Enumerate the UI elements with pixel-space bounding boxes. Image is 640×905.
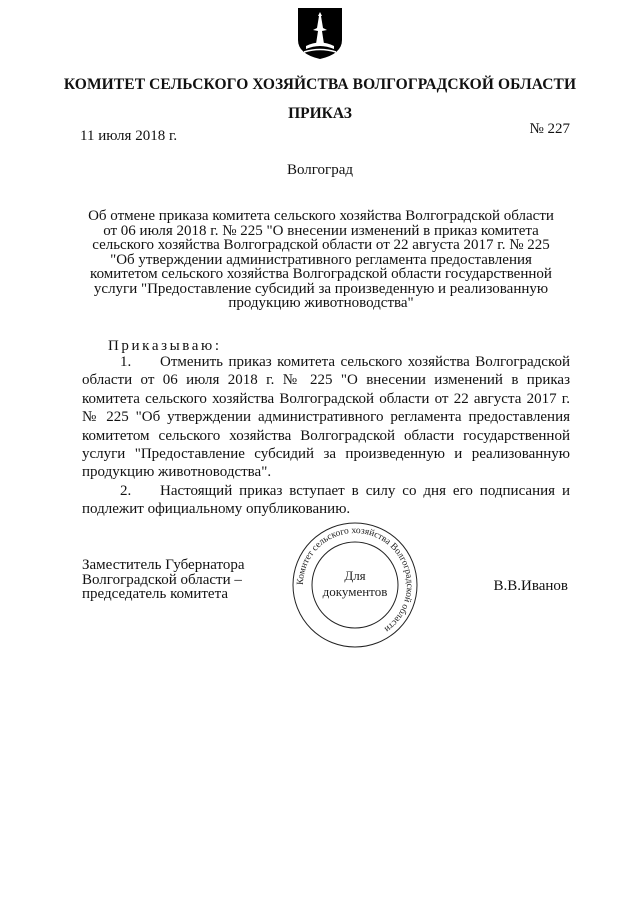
- position-line: председатель комитета: [82, 586, 228, 602]
- document-type: ПРИКАЗ: [288, 105, 352, 122]
- item-first-text: Настоящий приказ вступает в силу со дня его подписания и: [160, 482, 570, 499]
- subject-line: комитетом сельского хозяйства Волгоградской области государственной: [90, 266, 552, 282]
- order-item-1: [82, 353, 570, 482]
- order-body: [82, 353, 570, 519]
- subject-line: Об отмене приказа комитета сельского хозяйства Волгоградской области: [88, 208, 554, 224]
- item-first-line: [82, 353, 570, 371]
- item-first-text: Отменить приказ комитета сельского хозяйства Волгоградской: [160, 354, 570, 370]
- signatory-position: [82, 558, 245, 602]
- item-first-line: [82, 482, 570, 500]
- item-number: 1.: [120, 354, 132, 370]
- item-line: продукцию животноводства".: [82, 464, 272, 481]
- subject-line: услуги "Предоставление субсидий за произведенную и реализованную: [93, 280, 549, 297]
- subject-line: сельского хозяйства Волгоградской области от 22 августа 2017 г. № 225: [92, 237, 550, 253]
- subject-line: продукцию животноводства": [228, 295, 414, 311]
- item-line: подлежит официальному опубликованию.: [82, 501, 351, 518]
- item-line: комитетом сельского хозяйства Волгоградской области государственной: [82, 427, 570, 444]
- subject-line: "Об утверждении административного регламента предоставления: [110, 251, 532, 268]
- order-number: № 227: [529, 121, 570, 137]
- committee-name: КОМИТЕТ СЕЛЬСКОГО ХОЗЯЙСТВА ВОЛГОГРАДСКОЙ ОБЛАСТИ: [63, 76, 577, 93]
- coat-of-arms-emblem: [296, 6, 344, 60]
- order-subject: [68, 209, 574, 311]
- signatory-name: В.В.Иванов: [493, 578, 568, 594]
- stamp-ring-text: Комитет сельского хозяйства Волгоградской области: [295, 525, 415, 634]
- item-line: комитета сельского хозяйства Волгоградской области от 22 августа 2017 г.: [82, 390, 570, 407]
- order-date: 11 июля 2018 г.: [80, 128, 178, 144]
- official-stamp: [290, 520, 420, 650]
- item-number: 2.: [120, 482, 132, 499]
- item-line: услуги "Предоставление субсидий за произведенную и реализованную: [82, 446, 570, 463]
- order-item-2: [82, 482, 570, 519]
- stamp-center-line2: документов: [322, 584, 388, 599]
- position-line: Волгоградской области –: [82, 571, 242, 588]
- stamp-center-line1: Для: [344, 568, 366, 583]
- item-line: № 225 "Об утверждении административного регламента предоставления: [82, 409, 570, 426]
- order-verb: Приказываю:: [108, 338, 222, 354]
- subject-line: от 06 июля 2018 г. № 225 "О внесении изменений в приказ комитета: [103, 222, 539, 239]
- position-line: Заместитель Губернатора: [82, 557, 245, 573]
- item-line: области от 06 июля 2018 г. № 225 "О внесении изменений в приказ: [82, 372, 570, 389]
- city: Волгоград: [286, 162, 353, 178]
